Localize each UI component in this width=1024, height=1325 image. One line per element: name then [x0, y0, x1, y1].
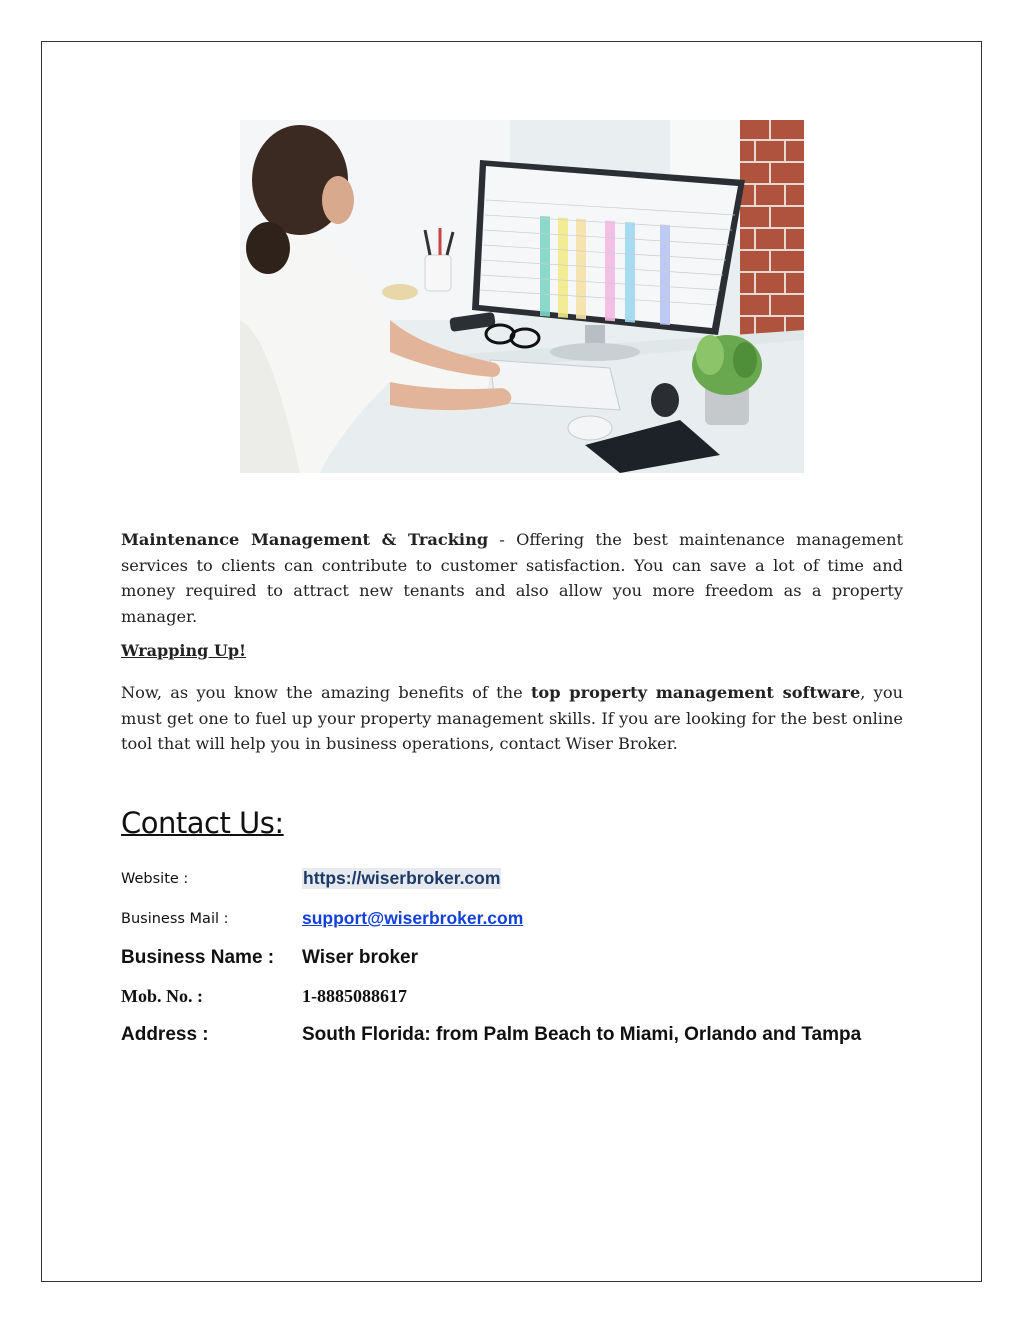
software-keyword: top property management software: [530, 683, 861, 702]
mobile-label: Mob. No. :: [121, 986, 203, 1006]
maintenance-text: - Offering the best maintenance management services to clients can contribute to customer satisfaction. You can save a lot of time and money required to attract new tenants and also allow you more freedom as a property manager.: [121, 530, 903, 626]
contact-us-heading: Contact Us:: [121, 806, 284, 840]
business-name-label: Business Name :: [121, 947, 275, 968]
mobile-value: 1-8885088617: [302, 986, 407, 1006]
address-value: South Florida: from Palm Beach to Miami, Orlando and Tampa: [302, 1024, 862, 1045]
business-mail-label: Business Mail :: [121, 911, 229, 927]
website-link[interactable]: https://wiserbroker.com: [303, 868, 501, 888]
wrapping-text-after: , you must get one to fuel up your property management skills. If you are looking for the best online tool that will help you in business operations, contact Wiser Broker.: [121, 683, 903, 753]
wrapping-up-paragraph: [121, 680, 903, 757]
address-label: Address :: [121, 1024, 209, 1045]
maintenance-heading: Maintenance Management & Tracking: [121, 530, 489, 549]
website-label: Website :: [121, 871, 189, 887]
business-mail-link[interactable]: support@wiserbroker.com: [302, 908, 524, 928]
wrapping-text-before: Now, as you know the amazing benefits of the: [121, 683, 531, 702]
business-name-value: Wiser broker: [302, 947, 418, 968]
wrapping-up-heading: Wrapping Up!: [121, 641, 247, 660]
office-photo: [240, 120, 804, 473]
maintenance-paragraph: [121, 527, 903, 629]
